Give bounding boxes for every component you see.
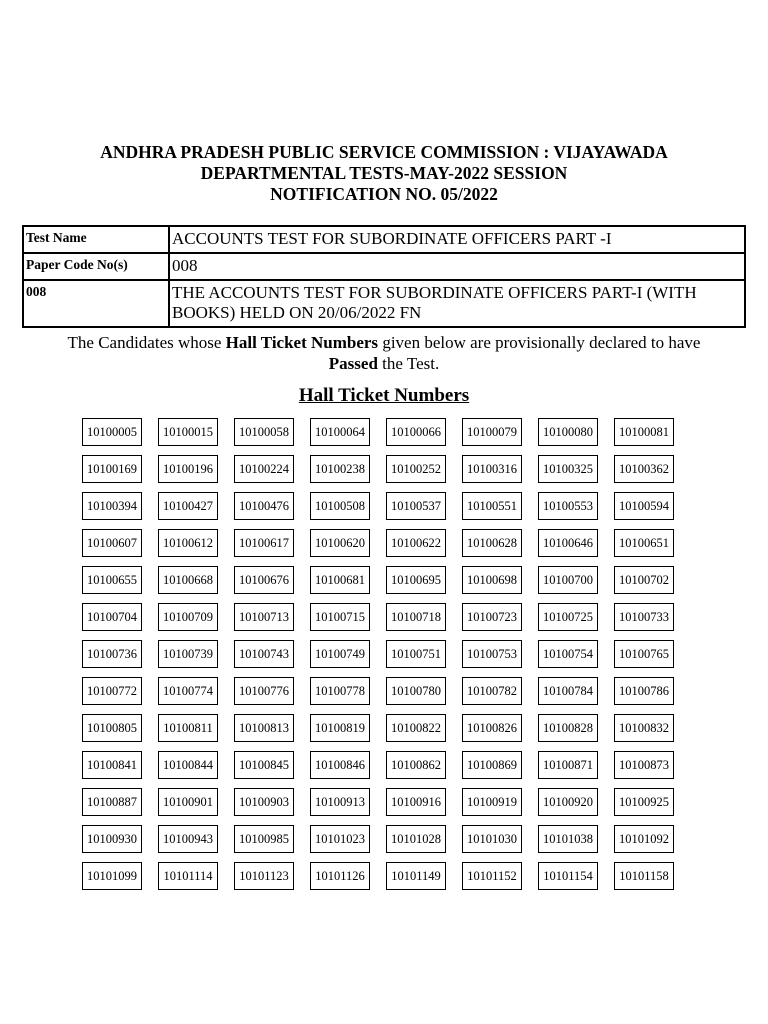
paper-code-label: Paper Code No(s): [23, 253, 169, 280]
hall-ticket-cell: 10100196: [158, 455, 218, 483]
hall-ticket-cell: 10100845: [234, 751, 294, 779]
hall-ticket-cell: 10100681: [310, 566, 370, 594]
hall-ticket-cell: 10100871: [538, 751, 598, 779]
hall-ticket-cell: 10100925: [614, 788, 674, 816]
hall-ticket-cell: 10100238: [310, 455, 370, 483]
hall-ticket-cell: 10100846: [310, 751, 370, 779]
hall-ticket-cell: 10100325: [538, 455, 598, 483]
hall-ticket-cell: 10100887: [82, 788, 142, 816]
hall-ticket-cell: 10100772: [82, 677, 142, 705]
hall-ticket-cell: 10100862: [386, 751, 446, 779]
hall-ticket-cell: 10101149: [386, 862, 446, 890]
hall-ticket-cell: 10100607: [82, 529, 142, 557]
session-title: DEPARTMENTAL TESTS-MAY-2022 SESSION: [200, 163, 568, 183]
hall-ticket-cell: 10101099: [82, 862, 142, 890]
hall-ticket-cell: 10100081: [614, 418, 674, 446]
intro-bold-hall-ticket: Hall Ticket Numbers: [225, 333, 379, 352]
hall-ticket-cell: 10100476: [234, 492, 294, 520]
hall-ticket-cell: 10100704: [82, 603, 142, 631]
hall-ticket-cell: 10101114: [158, 862, 218, 890]
hall-ticket-cell: 10100427: [158, 492, 218, 520]
hall-ticket-cell: 10101092: [614, 825, 674, 853]
hall-ticket-cell: 10100594: [614, 492, 674, 520]
hall-ticket-cell: 10100754: [538, 640, 598, 668]
hall-ticket-cell: 10100169: [82, 455, 142, 483]
hall-ticket-cell: 10100813: [234, 714, 294, 742]
hall-ticket-cell: 10100725: [538, 603, 598, 631]
hall-ticket-cell: 10100916: [386, 788, 446, 816]
hall-ticket-cell: 10100646: [538, 529, 598, 557]
hall-ticket-cell: 10100739: [158, 640, 218, 668]
paper-code-value: 008: [169, 253, 745, 280]
notification-number: NOTIFICATION NO. 05/2022: [270, 184, 498, 204]
hall-ticket-cell: 10101023: [310, 825, 370, 853]
hall-ticket-cell: 10100913: [310, 788, 370, 816]
hall-ticket-cell: 10100620: [310, 529, 370, 557]
hall-ticket-cell: 10100778: [310, 677, 370, 705]
commission-title: ANDHRA PRADESH PUBLIC SERVICE COMMISSION : VIJAYAWADA: [100, 142, 668, 162]
hall-ticket-cell: 10101158: [614, 862, 674, 890]
hall-ticket-cell: 10100869: [462, 751, 522, 779]
hall-ticket-cell: 10100819: [310, 714, 370, 742]
hall-ticket-cell: 10101123: [234, 862, 294, 890]
test-name-label: Test Name: [23, 226, 169, 253]
hall-ticket-cell: 10100811: [158, 714, 218, 742]
hall-ticket-cell: 10100751: [386, 640, 446, 668]
hall-ticket-cell: 10100715: [310, 603, 370, 631]
hall-ticket-cell: 10100903: [234, 788, 294, 816]
hall-ticket-cell: 10100733: [614, 603, 674, 631]
hall-ticket-heading: Hall Ticket Numbers: [298, 385, 470, 406]
hall-ticket-cell: 10100782: [462, 677, 522, 705]
hall-ticket-cell: 10100695: [386, 566, 446, 594]
hall-ticket-cell: 10101028: [386, 825, 446, 853]
hall-ticket-cell: 10100765: [614, 640, 674, 668]
hall-ticket-cell: 10100784: [538, 677, 598, 705]
hall-ticket-cell: 10100668: [158, 566, 218, 594]
hall-ticket-cell: 10100805: [82, 714, 142, 742]
hall-ticket-cell: 10100920: [538, 788, 598, 816]
hall-ticket-cell: 10100943: [158, 825, 218, 853]
hall-ticket-cell: 10101152: [462, 862, 522, 890]
hall-ticket-cell: 10100709: [158, 603, 218, 631]
hall-ticket-cell: 10100723: [462, 603, 522, 631]
hall-ticket-cell: 10100553: [538, 492, 598, 520]
hall-ticket-cell: 10100844: [158, 751, 218, 779]
hall-ticket-cell: 10100655: [82, 566, 142, 594]
hall-ticket-cell: 10100774: [158, 677, 218, 705]
hall-ticket-cell: 10100828: [538, 714, 598, 742]
hall-ticket-cell: 10100224: [234, 455, 294, 483]
hall-ticket-cell: 10100005: [82, 418, 142, 446]
hall-ticket-cell: 10101038: [538, 825, 598, 853]
hall-ticket-cell: 10100058: [234, 418, 294, 446]
hall-ticket-cell: 10100698: [462, 566, 522, 594]
hall-ticket-cell: 10100743: [234, 640, 294, 668]
hall-ticket-cell: 10100930: [82, 825, 142, 853]
hall-ticket-cell: 10100362: [614, 455, 674, 483]
hall-ticket-cell: 10100612: [158, 529, 218, 557]
hall-ticket-cell: 10100015: [158, 418, 218, 446]
intro-text-3: the Test.: [377, 354, 440, 373]
hall-ticket-cell: 10100780: [386, 677, 446, 705]
test-name-value: ACCOUNTS TEST FOR SUBORDINATE OFFICERS PART -I: [169, 226, 745, 253]
paper-code-row: [23, 253, 745, 280]
hall-ticket-cell: 10101030: [462, 825, 522, 853]
hall-ticket-cell: 10100066: [386, 418, 446, 446]
hall-ticket-cell: 10100080: [538, 418, 598, 446]
hall-ticket-cell: 10100700: [538, 566, 598, 594]
hall-ticket-grid: [82, 418, 682, 890]
hall-ticket-cell: 10100394: [82, 492, 142, 520]
intro-statement: [0, 332, 768, 374]
intro-bold-passed: Passed: [328, 354, 378, 373]
hall-ticket-cell: 10100713: [234, 603, 294, 631]
hall-ticket-cell: 10100718: [386, 603, 446, 631]
hall-ticket-cell: 10100826: [462, 714, 522, 742]
hall-ticket-cell: 10100841: [82, 751, 142, 779]
hall-ticket-cell: 10100628: [462, 529, 522, 557]
hall-ticket-cell: 10100786: [614, 677, 674, 705]
hall-ticket-cell: 10100776: [234, 677, 294, 705]
hall-ticket-cell: 10101126: [310, 862, 370, 890]
test-name-row: [23, 226, 745, 253]
hall-ticket-cell: 10100676: [234, 566, 294, 594]
hall-ticket-cell: 10100508: [310, 492, 370, 520]
hall-ticket-cell: 10100064: [310, 418, 370, 446]
paper-details-row: [23, 280, 745, 327]
hall-ticket-cell: 10100252: [386, 455, 446, 483]
document-header: [0, 142, 768, 205]
hall-ticket-cell: 10100079: [462, 418, 522, 446]
hall-ticket-cell: 10101154: [538, 862, 598, 890]
hall-ticket-cell: 10100753: [462, 640, 522, 668]
hall-ticket-cell: 10100651: [614, 529, 674, 557]
hall-ticket-cell: 10100617: [234, 529, 294, 557]
paper-value: THE ACCOUNTS TEST FOR SUBORDINATE OFFICERS PART-I (WITH BOOKS) HELD ON 20/06/2022 FN: [169, 280, 745, 327]
paper-label: 008: [23, 280, 169, 327]
hall-ticket-cell: 10100873: [614, 751, 674, 779]
hall-ticket-cell: 10100832: [614, 714, 674, 742]
hall-ticket-cell: 10100736: [82, 640, 142, 668]
hall-ticket-cell: 10100537: [386, 492, 446, 520]
hall-ticket-cell: 10100985: [234, 825, 294, 853]
hall-ticket-cell: 10100749: [310, 640, 370, 668]
hall-ticket-cell: 10100316: [462, 455, 522, 483]
hall-ticket-cell: 10100551: [462, 492, 522, 520]
hall-ticket-cell: 10100901: [158, 788, 218, 816]
intro-text-1: The Candidates whose: [67, 333, 226, 352]
hall-ticket-cell: 10100919: [462, 788, 522, 816]
test-info-table: [22, 225, 746, 328]
hall-ticket-cell: 10100622: [386, 529, 446, 557]
hall-ticket-cell: 10100702: [614, 566, 674, 594]
hall-ticket-cell: 10100822: [386, 714, 446, 742]
intro-text-2: given below are provisionally declared to have: [378, 333, 701, 352]
